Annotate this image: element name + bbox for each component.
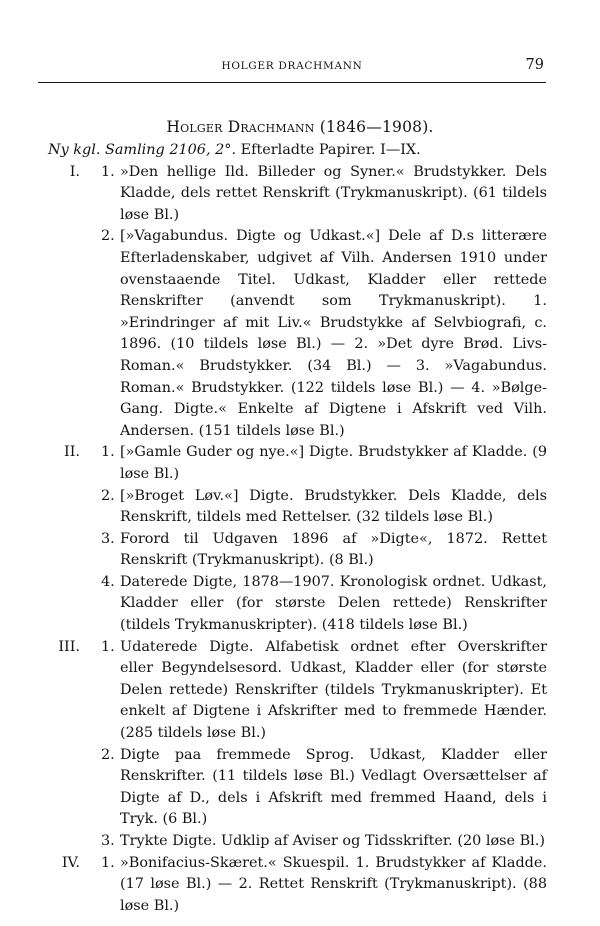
entry-text: [»Vagabundus. Digte og Udkast.«] Dele af D.s litterære Efterladenskaber, udgivet af Vilh. Andersen 1910 under ovenstaaende Titel. Udkast, Kladder eller rettede Renskrifter (anvendt som Trykmanuskript). 1. »Erindringer af mit Liv.« Brudstykke af Selvbiografi, c. 1896. (10 tildels løse Bl.) — 2. »Det dyre Brød. Livs-Roman.« Brudstykker. (34 Bl.) — 3. »Vagabundus. Roman.« Brudstykker. (122 tildels løse Bl.) — 4. »Bølge-Gang. Digte.« Enkelte af Digtene i Afskrift ved Vilh. Andersen. (151 tildels løse Bl.): [120, 228, 547, 439]
group-number: IV.: [61, 854, 80, 871]
catalogue-entry: [61, 853, 547, 918]
entry-text: Daterede Digte, 1878—1907. Kronologisk ordnet. Udkast, Kladder eller (for største Delen rettede) Renskrifter (tildels Trykmanuskripter). (418 tildels løse Bl.): [120, 573, 547, 634]
catalogue-entry: [64, 442, 547, 485]
page-number: 79: [525, 57, 544, 73]
item-number: 2.: [101, 228, 115, 245]
item-number: 2.: [101, 487, 115, 504]
running-head: [38, 58, 546, 83]
item-number: 1.: [101, 444, 115, 461]
collection-shelfmark: Ny kgl. Samling 2106, 2°.: [48, 142, 237, 158]
item-number: 2.: [101, 746, 115, 763]
catalogue-entry: [58, 637, 547, 745]
catalogue-entry: [101, 226, 547, 442]
catalogue-entry: [101, 529, 547, 572]
entry-text: [»Gamle Guder og nye.«] Digte. Brudstykker af Kladde. (9 løse Bl.): [120, 444, 547, 482]
author-dates: (1846—1908).: [319, 118, 434, 136]
catalogue-entry: [101, 486, 547, 529]
collection-line: [48, 140, 548, 162]
entry-text: [»Broget Løv.«] Digte. Brudstykker. Dels Kladde, dels Renskrift, tildels med Rettelser. (32 tildels løse Bl.): [120, 487, 547, 526]
item-number: 4.: [101, 573, 115, 590]
entry-text: »Den hellige Ild. Billeder og Syner.« Brudstykker. Dels Kladde, dels rettet Renskrift (Trykmanuskript). (61 tildels løse Bl.): [120, 163, 547, 223]
catalogue-entry: [101, 572, 547, 637]
catalogue-entry: [101, 831, 547, 853]
entry-text: Forord til Udgaven 1896 af »Digte«, 1872. Rettet Renskrift (Trykmanuskript). (8 Bl.): [120, 530, 547, 569]
entry-text: »Bonifacius-Skæret.« Skuespil. 1. Brudstykker af Kladde. (17 løse Bl.) — 2. Rettet Renskrift (Trykmanuskript). (88 løse Bl.): [120, 854, 547, 914]
catalogue-entry: [101, 745, 547, 831]
author-name: Holger Drachmann: [166, 118, 315, 136]
group-number: III.: [58, 638, 80, 655]
group-number: I.: [69, 163, 80, 180]
group-number: II.: [64, 444, 80, 461]
entry-text: Digte paa fremmede Sprog. Udkast, Kladder eller Renskrifter. (11 tildels løse Bl.) Vedlagt Oversættelser af Digte af D., dels i Afskrift med fremmed Haand, dels i Tryk. (6 Bl.): [120, 746, 547, 828]
entry-text: Udaterede Digte. Alfabetisk ordnet efter Overskrifter eller Begyndelsesord. Udkast, Kladder eller (for største Delen rettede) Renskrifter (tildels Trykmanuskripter). Et enkelt af Digtene i Afskrifter med to fremmede Hænder. (285 tildels løse Bl.): [120, 638, 547, 742]
item-number: 3.: [101, 833, 115, 849]
running-head-title: HOLGER DRACHMANN: [221, 60, 363, 72]
catalogue-entry: [69, 162, 547, 227]
item-number: 1.: [101, 163, 115, 180]
section-heading: [0, 118, 600, 136]
item-number: 1.: [101, 638, 115, 655]
item-number: 3.: [101, 530, 115, 547]
collection-description: Efterladte Papirer. I—IX.: [240, 142, 421, 158]
item-number: 1.: [101, 854, 115, 871]
catalogue-body: [0, 140, 600, 917]
entry-text: Trykte Digte. Udklip af Aviser og Tidsskrifter. (20 løse Bl.): [120, 833, 545, 849]
